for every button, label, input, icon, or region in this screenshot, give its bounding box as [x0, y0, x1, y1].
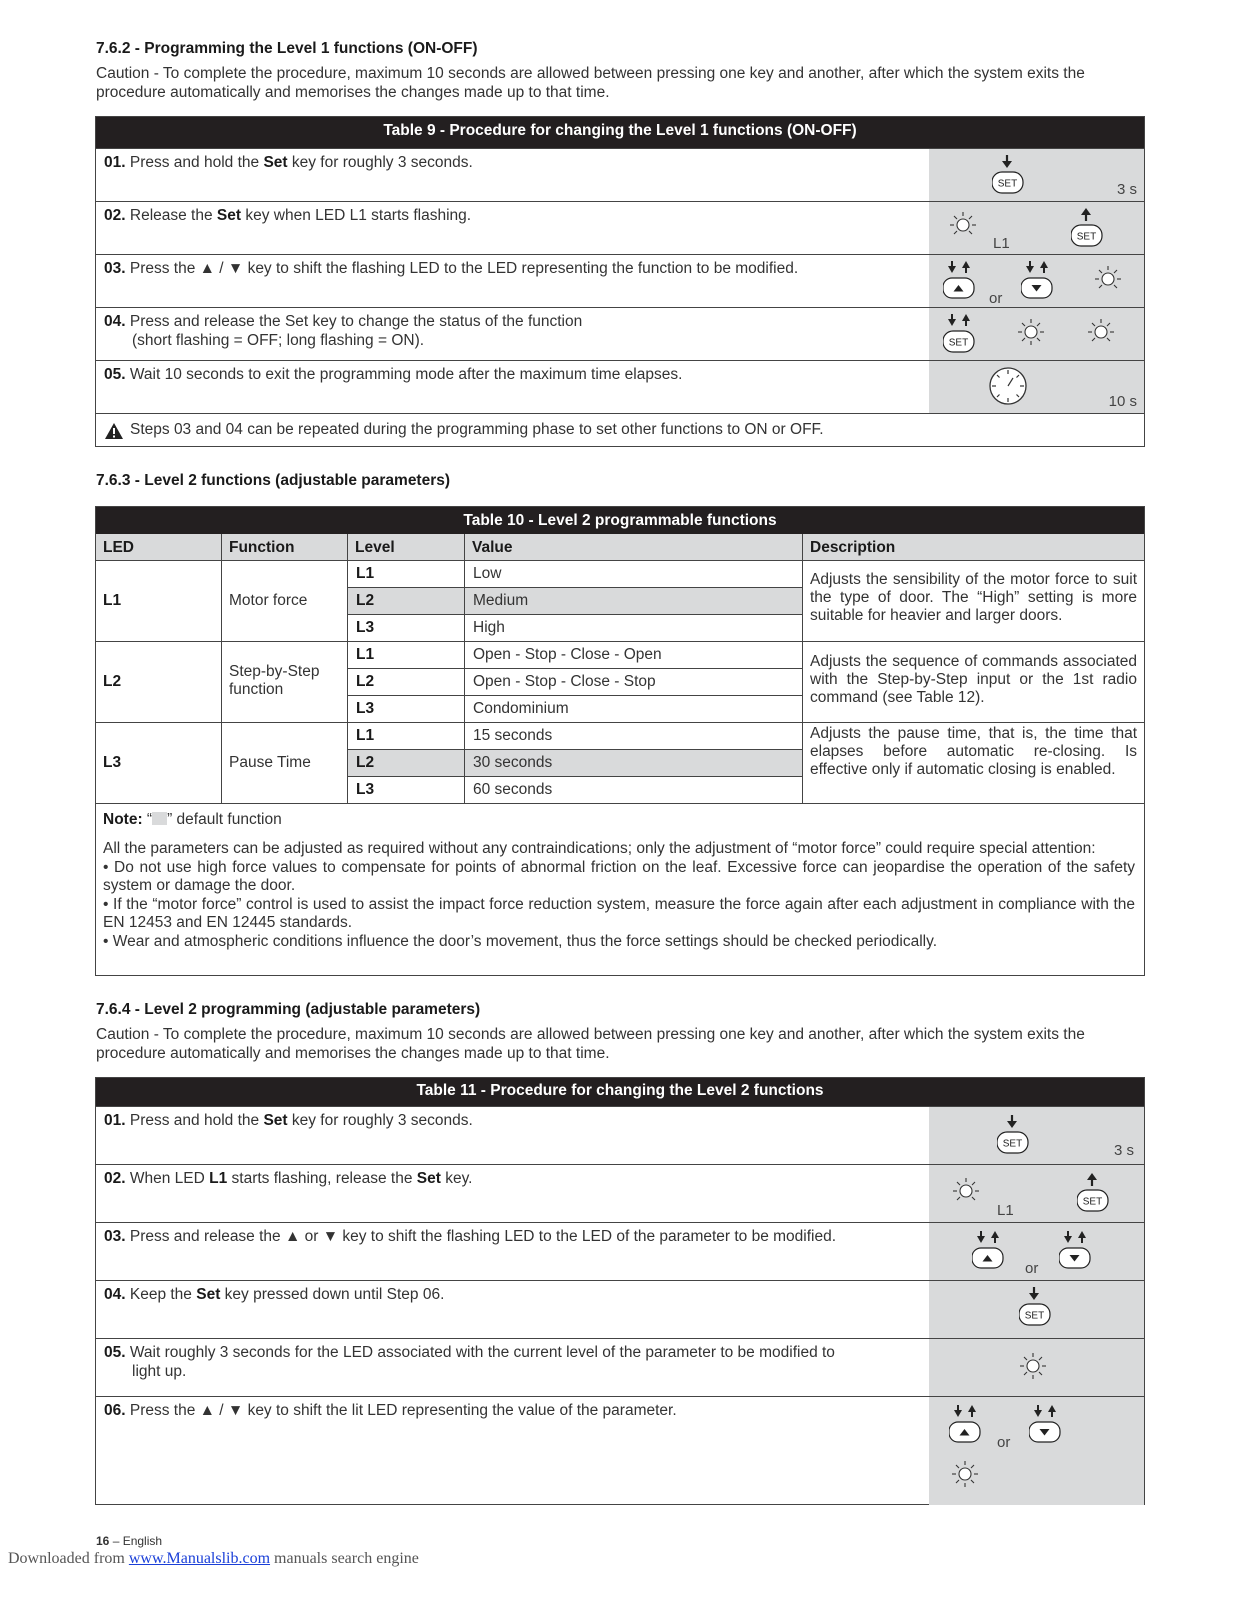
- step-illustration: [929, 308, 1144, 360]
- table-10: [95, 506, 1145, 976]
- down-key-icon: [1021, 261, 1061, 301]
- or-label: or: [989, 290, 1003, 307]
- level-cell: L1: [356, 646, 375, 663]
- caution-paragraph-7-6-2: Caution - To complete the procedure, maximum 10 seconds are allowed between pressing one key and another, after which the system exits the procedure automatically and memorises the changes made up to that time.: [96, 65, 1085, 101]
- level-cell: L2: [348, 750, 465, 777]
- table-9-note: [96, 413, 1144, 446]
- step-illustration: [929, 1281, 1144, 1338]
- clock-icon: [989, 367, 1029, 407]
- value-cell: Open - Stop - Close - Open: [473, 646, 662, 663]
- remark-paragraph: All the parameters can be adjusted as required without any contraindications; only the adjustment of “motor force” could require special attention:: [103, 840, 1096, 857]
- table-11-row-04: [96, 1280, 1144, 1338]
- value-cell: 60 seconds: [473, 781, 553, 798]
- function-cell: Step-by-Step function: [229, 663, 320, 698]
- step-illustration: [929, 202, 1144, 254]
- down-key-icon: [1029, 1405, 1069, 1445]
- value-cell-default: Medium: [465, 588, 803, 615]
- table-9-row-03: [96, 254, 1144, 307]
- table-9: [95, 116, 1145, 447]
- step-illustration: [929, 1397, 1144, 1505]
- warning-icon: [104, 422, 124, 440]
- level-cell: L3: [356, 619, 375, 636]
- led-flashing-icon: [952, 1177, 982, 1207]
- led-label: L1: [997, 1202, 1014, 1219]
- led-lit-icon: [951, 1460, 981, 1490]
- table-10-remarks: [103, 840, 1135, 952]
- duration-label: 3 s: [1116, 181, 1137, 198]
- step-text: 02. Release the Set key when LED L1 starts flashing.: [104, 207, 472, 224]
- manualslib-link[interactable]: www.Manualslib.com: [128, 1550, 271, 1567]
- led-label: L1: [993, 235, 1010, 252]
- step-illustration: [929, 1339, 1144, 1396]
- up-key-icon: [949, 1405, 989, 1445]
- section-title-7-6-3: 7.6.3 - Level 2 functions (adjustable parameters): [96, 472, 451, 489]
- release-set-icon: [1071, 208, 1111, 248]
- level-cell: L2: [348, 588, 465, 615]
- column-header-level: Level: [348, 534, 465, 561]
- value-cell-default: 30 seconds: [465, 750, 803, 777]
- led-cell: L3: [103, 754, 122, 771]
- step-text: 05. Wait 10 seconds to exit the programming mode after the maximum time elapses.: [104, 366, 683, 383]
- table-11-row-02: [96, 1164, 1144, 1222]
- level-cell: L3: [356, 781, 375, 798]
- page-number: 16 – English: [96, 1534, 163, 1548]
- table-9-row-02: [96, 201, 1144, 254]
- or-label: or: [1025, 1260, 1039, 1277]
- duration-label: 10 s: [1108, 393, 1137, 410]
- value-cell: Condominium: [473, 700, 569, 717]
- level-cell: L2: [356, 673, 375, 690]
- step-text: 01. Press and hold the Set key for roughly 3 seconds.: [104, 1112, 473, 1129]
- led-flashing-icon: [1094, 265, 1124, 295]
- description-cell: Adjusts the sequence of commands associated with the Step-by-Step input or the 1st radio command (see Table 12).: [810, 653, 1137, 706]
- step-text: 05. Wait roughly 3 seconds for the LED associated with the current level of the parameter to be modified to light up.: [104, 1344, 835, 1380]
- led-cell: L1: [103, 592, 122, 609]
- led-lit-icon: [1019, 1352, 1049, 1382]
- column-header-value: Value: [465, 534, 803, 561]
- table-11-title: Table 11 - Procedure for changing the Level 2 functions: [96, 1078, 1144, 1106]
- step-illustration: [929, 1107, 1144, 1164]
- down-key-icon: [1059, 1231, 1099, 1271]
- step-text: 02. When LED L1 starts flashing, release the Set key.: [104, 1170, 473, 1187]
- table-9-title: Table 9 - Procedure for changing the Level 1 functions (ON-OFF): [96, 117, 1144, 148]
- section-title-7-6-4: 7.6.4 - Level 2 programming (adjustable parameters): [96, 1001, 481, 1018]
- section-title-7-6-2: 7.6.2 - Programming the Level 1 functions (ON-OFF): [96, 40, 478, 57]
- led-cell: L2: [103, 673, 122, 690]
- release-set-icon: [1077, 1173, 1117, 1213]
- table-11: [95, 1077, 1145, 1505]
- default-swatch: [152, 812, 167, 825]
- level-cell: L1: [356, 565, 375, 582]
- function-cell: Motor force: [229, 592, 308, 609]
- description-cell: Adjusts the sensibility of the motor force to suit the type of door. The “High” setting is more suitable for heavier and larger doors.: [810, 571, 1137, 624]
- value-cell: Open - Stop - Close - Stop: [473, 673, 656, 690]
- table-10-note: Note: “ ” default function: [103, 811, 282, 828]
- table-11-row-03: [96, 1222, 1144, 1280]
- led-long-flash-icon: [1087, 318, 1117, 348]
- function-cell: Pause Time: [229, 754, 311, 771]
- table-11-row-01: [96, 1106, 1144, 1164]
- level-cell: L1: [356, 727, 375, 744]
- table-11-row-05: [96, 1338, 1144, 1396]
- value-cell: High: [473, 619, 505, 636]
- step-text: 01. Press and hold the Set key for roughly 3 seconds.: [104, 154, 473, 171]
- up-key-icon: [943, 261, 983, 301]
- step-illustration: [929, 1165, 1144, 1222]
- value-cell: 15 seconds: [473, 727, 553, 744]
- hold-set-icon: [1019, 1287, 1059, 1327]
- step-illustration: [929, 255, 1144, 307]
- table-9-row-05: [96, 360, 1144, 413]
- table-11-row-06: [96, 1396, 1144, 1505]
- press-release-set-icon: [943, 314, 983, 354]
- step-text: 04. Press and release the Set key to change the status of the function (short flashing = OFF; long flashing = ON).: [104, 313, 583, 349]
- column-header-function: Function: [222, 534, 348, 561]
- table-10-title: Table 10 - Level 2 programmable functions: [96, 507, 1144, 534]
- step-text: 03. Press the ▲ / ▼ key to shift the flashing LED to the LED representing the function to be modified.: [104, 260, 799, 277]
- press-set-icon: [992, 155, 1032, 195]
- table-9-note-text: Steps 03 and 04 can be repeated during the programming phase to set other functions to ON or OFF.: [130, 421, 824, 438]
- description-cell: Adjusts the pause time, that is, the time that elapses before automatic re-closing. Is effective only if automatic closing is enabled.: [810, 725, 1137, 778]
- up-key-icon: [972, 1231, 1012, 1271]
- led-short-flash-icon: [1017, 318, 1047, 348]
- table-9-row-04: [96, 307, 1144, 360]
- remark-bullet: • Do not use high force values to compensate for points of abnormal friction on the leaf. Excessive force can jeopardise the operation of the safety system or damage the door.: [103, 858, 1135, 895]
- download-footer: Downloaded from www.Manualslib.com manuals search engine: [8, 1550, 419, 1567]
- step-illustration: [929, 1223, 1144, 1280]
- step-text: 03. Press and release the ▲ or ▼ key to shift the flashing LED to the LED of the parameter to be modified.: [104, 1228, 837, 1245]
- column-header-led: LED: [96, 534, 222, 561]
- caution-paragraph-7-6-4: Caution - To complete the procedure, maximum 10 seconds are allowed between pressing one key and another, after which the system exits the procedure automatically and memorises the changes made up to that time.: [96, 1026, 1085, 1062]
- value-cell: Low: [473, 565, 502, 582]
- step-text: 06. Press the ▲ / ▼ key to shift the lit LED representing the value of the parameter.: [104, 1402, 677, 1419]
- or-label: or: [997, 1434, 1011, 1451]
- step-text: 04. Keep the Set key pressed down until Step 06.: [104, 1286, 445, 1303]
- remark-bullet: • If the “motor force” control is used to assist the impact force reduction system, measure the force again after each adjustment in compliance with the EN 12453 and EN 12445 standards.: [103, 895, 1135, 932]
- press-set-icon: [997, 1115, 1037, 1155]
- step-illustration: [929, 361, 1144, 413]
- step-illustration: [929, 149, 1144, 201]
- duration-label: 3 s: [1113, 1142, 1134, 1159]
- led-flashing-icon: [949, 211, 979, 241]
- table-9-row-01: [96, 148, 1144, 201]
- level-cell: L3: [356, 700, 375, 717]
- column-header-description: Description: [803, 534, 1144, 561]
- remark-bullet: • Wear and atmospheric conditions influence the door’s movement, thus the force settings should be checked periodically.: [103, 932, 937, 950]
